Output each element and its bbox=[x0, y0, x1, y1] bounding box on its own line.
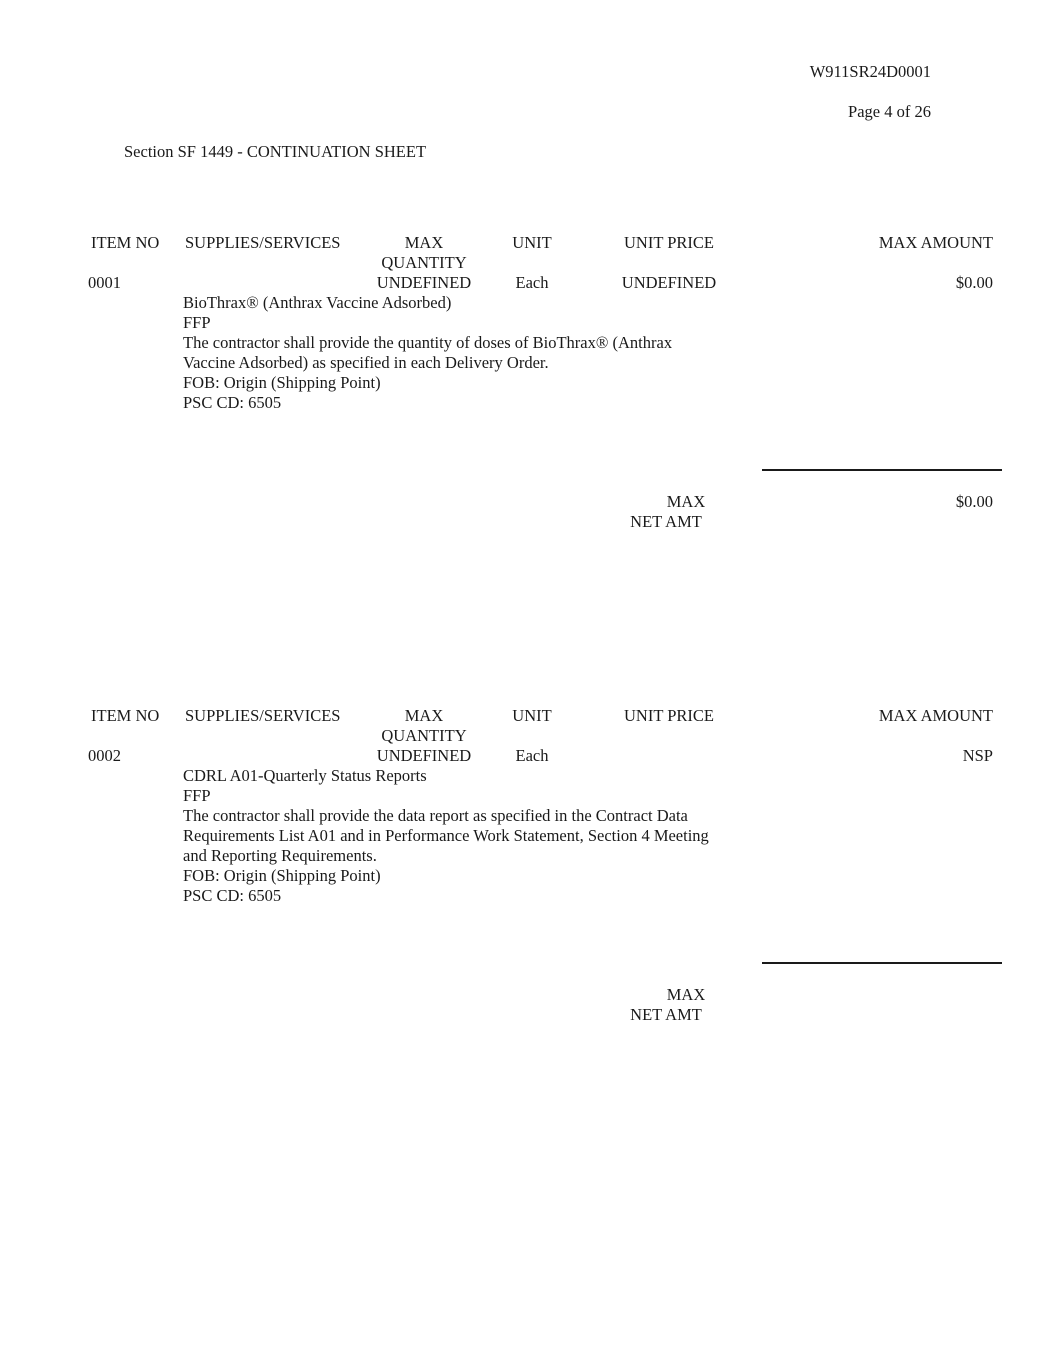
net-amount-label bbox=[596, 985, 736, 1025]
page-number: Page 4 of 26 bbox=[848, 102, 931, 121]
net-label-line2: NET AMT bbox=[630, 1005, 702, 1024]
total-rule bbox=[762, 469, 1002, 471]
max-amount-value: NSP bbox=[962, 746, 993, 765]
description-line: PSC CD: 6505 bbox=[183, 393, 282, 412]
total-rule bbox=[762, 962, 1002, 964]
max-amount-value: $0.00 bbox=[955, 273, 993, 292]
col-header-supplies: SUPPLIES/SERVICES bbox=[185, 706, 341, 725]
description-line: CDRL A01-Quarterly Status Reports bbox=[183, 766, 427, 785]
col-header-unit-price: UNIT PRICE bbox=[624, 233, 714, 252]
net-label-line1: MAX bbox=[666, 492, 706, 511]
description-line: and Reporting Requirements. bbox=[183, 846, 377, 865]
description-line: PSC CD: 6505 bbox=[183, 886, 282, 905]
col-header-max-amount: MAX AMOUNT bbox=[878, 706, 993, 725]
unit-value: Each bbox=[515, 746, 549, 765]
col-header-item-no: ITEM NO bbox=[91, 706, 160, 725]
net-label-line2: NET AMT bbox=[630, 512, 702, 531]
description-line: FOB: Origin (Shipping Point) bbox=[183, 373, 381, 392]
net-amount-label bbox=[596, 492, 736, 532]
col-header-max-line1: MAX bbox=[404, 233, 444, 252]
description-line: The contractor shall provide the data report as specified in the Contract Data bbox=[183, 806, 688, 825]
col-header-max-quantity bbox=[364, 233, 484, 273]
col-header-max-amount: MAX AMOUNT bbox=[878, 233, 993, 252]
unit-value: Each bbox=[515, 273, 549, 292]
description-line: Requirements List A01 and in Performance Work Statement, Section 4 Meeting bbox=[183, 826, 709, 845]
col-header-unit: UNIT bbox=[512, 233, 552, 252]
col-header-item-no: ITEM NO bbox=[91, 233, 160, 252]
description-line: BioThrax® (Anthrax Vaccine Adsorbed) bbox=[183, 293, 452, 312]
net-amount-value: $0.00 bbox=[955, 492, 993, 511]
unit-price-value: UNDEFINED bbox=[621, 273, 717, 292]
col-header-max-line1: MAX bbox=[404, 706, 444, 725]
contract-number: W911SR24D0001 bbox=[809, 62, 931, 81]
col-header-unit-price: UNIT PRICE bbox=[624, 706, 714, 725]
col-header-unit: UNIT bbox=[512, 706, 552, 725]
description-line: FFP bbox=[183, 313, 211, 332]
description-line: FOB: Origin (Shipping Point) bbox=[183, 866, 381, 885]
section-title: Section SF 1449 - CONTINUATION SHEET bbox=[124, 142, 427, 161]
max-quantity-value: UNDEFINED bbox=[376, 273, 472, 292]
item-number: 0002 bbox=[88, 746, 121, 765]
max-quantity-value: UNDEFINED bbox=[376, 746, 472, 765]
col-header-max-line2: QUANTITY bbox=[381, 726, 467, 745]
item-number: 0001 bbox=[88, 273, 121, 292]
description-line: FFP bbox=[183, 786, 211, 805]
net-label-line1: MAX bbox=[666, 985, 706, 1004]
item-description bbox=[183, 293, 672, 413]
description-line: The contractor shall provide the quantity of doses of BioThrax® (Anthrax bbox=[183, 333, 673, 352]
col-header-max-line2: QUANTITY bbox=[381, 253, 467, 272]
col-header-max-quantity bbox=[364, 706, 484, 746]
item-description bbox=[183, 766, 709, 906]
col-header-supplies: SUPPLIES/SERVICES bbox=[185, 233, 341, 252]
description-line: Vaccine Adsorbed) as specified in each Delivery Order. bbox=[183, 353, 549, 372]
